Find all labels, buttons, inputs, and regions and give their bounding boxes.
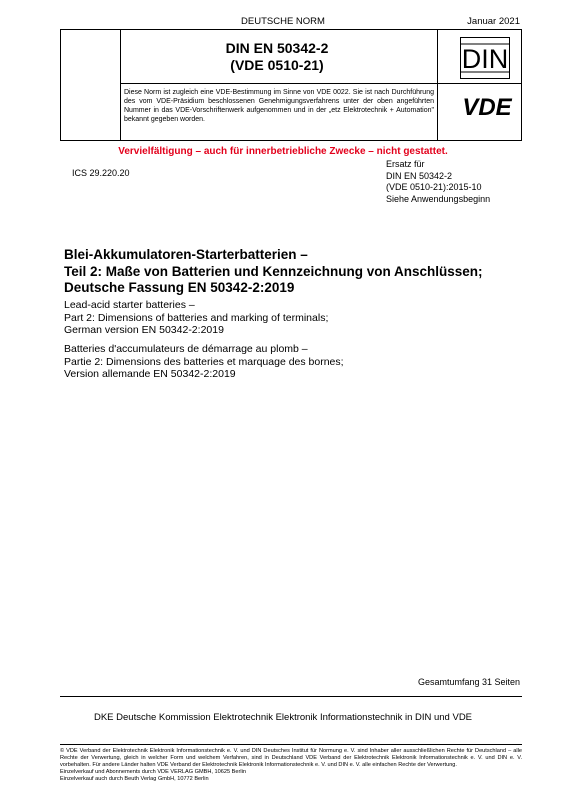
replacement-line: DIN EN 50342-2	[386, 170, 453, 181]
header-box-right	[521, 29, 522, 140]
din-logo-icon	[460, 37, 510, 79]
replacement-info	[386, 159, 490, 205]
ics-code: ICS 29.220.20	[72, 168, 130, 178]
dke-line: DKE Deutsche Kommission Elektrotechnik Elektronik Informationstechnik in DIN und VDE	[93, 712, 473, 723]
title-line: Teil 2: Maße von Batterien und Kennzeichnung von Anschlüssen;	[64, 263, 483, 279]
title-line: German version EN 50342-2:2019	[64, 324, 224, 336]
title-french	[64, 343, 344, 381]
vde-notice: Diese Norm ist zugleich eine VDE-Bestimmung im Sinne von VDE 0022. Sie ist nach Durchführung des vom VDE-Präsidium beschlossenen Genehmigungsverfahrens unter der oben angeführten Nummer in das VDE-Vorschriftenwerk aufgenommen und in der „etz Elektrotechnik + Automation" bekannt gegeben worden.	[124, 89, 434, 123]
din-logo-text: DIN	[461, 44, 509, 74]
title-german	[64, 247, 483, 297]
header-box-top	[60, 29, 522, 30]
title-english	[64, 299, 328, 337]
header-box-left	[60, 29, 61, 140]
copyright-notice: © VDE Verband der Elektrotechnik Elektronik Informationstechnik e. V. und DIN Deutsches Institut für Normung e. V. sind Inhaber aller ausschließlichen Rechte für Deutschland – alle Rechte der Verwertung, gleich in welcher Form und welchem Verfahren, sind in Deutschland VDE Verband der Elektrotechnik Elektronik Informationstechnik e. V. und DIN e. V. vorbehalten. Für andere Länder halten VDE Verband der Elektrotechnik Elektronik Informationstechnik e. V. und DIN e. V. alle einfachen Rechte der Verwertung.	[60, 748, 522, 768]
vde-logo-icon	[452, 92, 522, 122]
header-box-bottom	[60, 140, 522, 141]
vde-number: (VDE 0510-21)	[230, 57, 324, 73]
din-logo	[460, 37, 510, 79]
title-line: Version allemande EN 50342-2:2019	[64, 368, 236, 380]
title-line: Deutsche Fassung EN 50342-2:2019	[64, 280, 295, 295]
replacement-line: (VDE 0510-21):2015-10	[386, 182, 482, 192]
header-divider-middle	[120, 83, 522, 84]
title-line: Blei-Akkumulatoren-Starterbatterien –	[64, 247, 308, 262]
standard-type: DEUTSCHE NORM	[241, 16, 325, 27]
replacement-line: Siehe Anwendungsbeginn	[386, 193, 491, 204]
title-line: Part 2: Dimensions of batteries and marking of terminals;	[64, 311, 329, 324]
divider-rule	[60, 744, 522, 745]
replacement-line: Ersatz für	[386, 159, 425, 169]
standard-number: DIN EN 50342-2	[225, 40, 329, 56]
vde-logo	[452, 92, 522, 122]
title-line: Partie 2: Dimensions des batteries et marquage des bornes;	[64, 355, 344, 368]
sales-info: Einzelverkauf und Abonnements durch VDE VERLAG GMBH, 10625 Berlin	[60, 769, 246, 775]
title-line: Lead-acid starter batteries –	[64, 299, 195, 311]
publication-date: Januar 2021	[467, 16, 520, 27]
reproduction-warning: Vervielfältigung – auch für innerbetriebliche Zwecke – nicht gestattet.	[118, 146, 448, 157]
header-divider-right	[437, 29, 438, 140]
vde-logo-text: VDE	[462, 94, 512, 121]
header-divider-left	[120, 29, 121, 140]
total-pages: Gesamtumfang 31 Seiten	[417, 677, 520, 687]
title-line: Batteries d'accumulateurs de démarrage au plomb –	[64, 343, 308, 355]
divider-rule	[60, 696, 522, 697]
footer	[60, 748, 522, 783]
sales-info: Einzelverkauf auch durch Beuth Verlag GmbH, 10772 Berlin	[60, 776, 209, 782]
